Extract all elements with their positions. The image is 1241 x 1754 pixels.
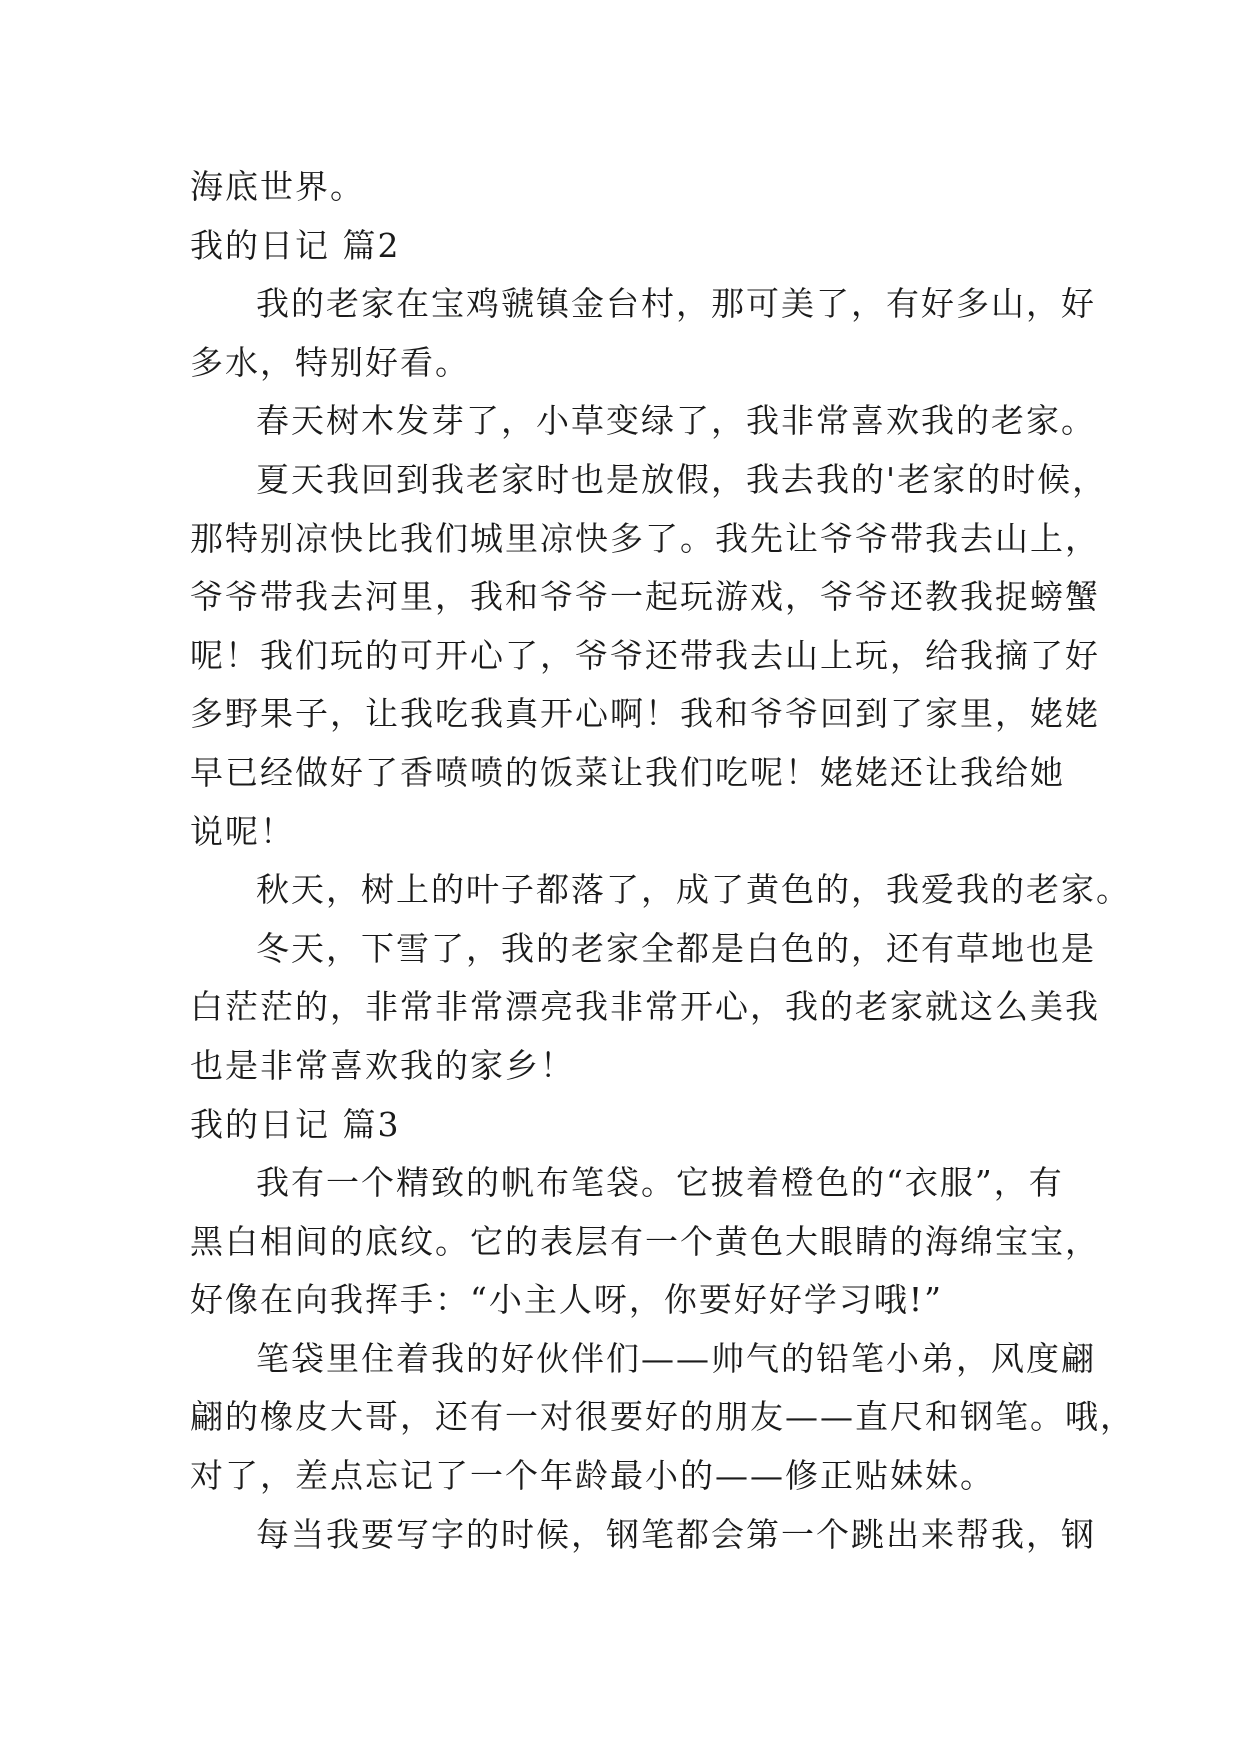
text-line: 海底世界。 [190, 167, 365, 206]
text-line: 秋天，树上的叶子都落了，成了黄色的，我爱我的老家。 [256, 870, 1131, 910]
text-line: 白茫茫的，非常非常漂亮我非常开心，我的老家就这么美我 [190, 987, 1100, 1027]
text-line: 我有一个精致的帆布笔袋。它披着橙色的“衣服”，有 [256, 1163, 1064, 1203]
text-line: 我的老家在宝鸡虢镇金台村，那可美了，有好多山，好 [256, 284, 1096, 324]
text-line: 春天树木发芽了，小草变绿了，我非常喜欢我的老家。 [256, 401, 1096, 441]
text-line: 冬天，下雪了，我的老家全都是白色的，还有草地也是 [256, 928, 1096, 968]
text-line: 多野果子，让我吃我真开心啊！我和爷爷回到了家里，姥姥 [190, 694, 1100, 734]
text-line: 早已经做好了香喷喷的饭菜让我们吃呢！姥姥还让我给她 [190, 752, 1065, 792]
text-line: 爷爷带我去河里，我和爷爷一起玩游戏，爷爷还教我捉螃蟹 [190, 577, 1100, 617]
text-line: 那特别凉快比我们城里凉快多了。我先让爷爷带我去山上， [190, 518, 1100, 558]
section-heading: 我的日记 篇2 [190, 225, 401, 265]
text-line: 多水，特别好看。 [190, 342, 470, 382]
text-line: 也是非常喜欢我的家乡！ [190, 1045, 575, 1085]
text-line: 说呢！ [190, 811, 295, 851]
text-line: 每当我要写字的时候，钢笔都会第一个跳出来帮我，钢 [256, 1514, 1096, 1554]
text-line: 笔袋里住着我的好伙伴们——帅气的铅笔小弟，风度翩 [256, 1338, 1096, 1378]
text-line: 呢！我们玩的可开心了，爷爷还带我去山上玩，给我摘了好 [190, 635, 1100, 675]
text-line: 对了，差点忘记了一个年龄最小的——修正贴妹妹。 [190, 1456, 995, 1496]
text-line: 好像在向我挥手：“小主人呀，你要好好学习哦!” [190, 1280, 944, 1320]
text-line: 夏天我回到我老家时也是放假，我去我的'老家的时候， [256, 459, 1108, 499]
text-line: 翩的橡皮大哥，还有一对很要好的朋友——直尺和钢笔。哦， [190, 1397, 1135, 1437]
document-body [190, 158, 1135, 1564]
section-heading: 我的日记 篇3 [190, 1104, 401, 1144]
text-line: 黑白相间的底纹。它的表层有一个黄色大眼睛的海绵宝宝， [190, 1221, 1100, 1261]
